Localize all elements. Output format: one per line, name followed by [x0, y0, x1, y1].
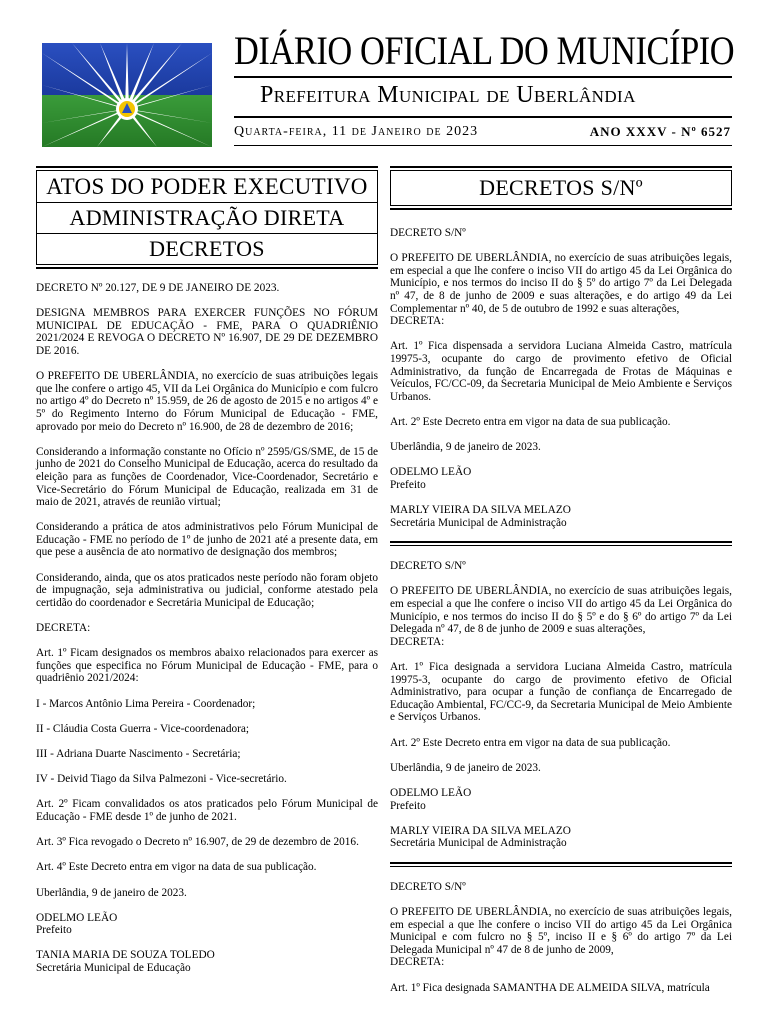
divider [390, 208, 732, 210]
decree-preamble: O PREFEITO DE UBERLÂNDIA, no exercício de suas atribuições legais, em especial a que lhe confere o inciso VII do artigo 45 da Lei Orgânica do Município, e nos termos do inciso II do § 5º do artigo 7º da Lei Delegada nº 47, de 8 de junho de 2009 e suas alterações, e do artigo 49 da Lei Complementar nº 40, de 5 de outubro de 1992 e suas alterações, [390, 252, 732, 315]
decree-title: DECRETO S/Nº [390, 560, 466, 573]
issue-date: Quarta-feira, 11 de Janeiro de 2023 [234, 124, 479, 139]
divider [390, 166, 732, 168]
decree-separator [390, 862, 732, 867]
section-heading-box [390, 171, 732, 206]
decree-decreta: DECRETA: [390, 956, 445, 969]
decree-title: DECRETO S/Nº [390, 880, 466, 893]
decree-sn-1 [390, 227, 732, 529]
journal-subtitle: Prefeitura Municipal de Uberlândia [260, 82, 636, 108]
signature-role: Secretária Municipal de Administração [390, 516, 567, 529]
member-coordinator: I - Marcos Antônio Lima Pereira - Coordenador; [36, 697, 256, 710]
decree-place-date: Uberlândia, 9 de janeiro de 2023. [36, 886, 187, 899]
section-heading-box [36, 171, 378, 265]
signature-name: ODELMO LEÃO [390, 786, 472, 799]
decree-article-2: Art. 2º Este Decreto entra em vigor na data de sua publicação. [390, 736, 671, 749]
decree-article-4: Art. 4º Este Decreto entra em vigor na data de sua publicação. [36, 861, 317, 874]
decree-ementa: DESIGNA MEMBROS PARA EXERCER FUNÇÕES NO FÓRUM MUNICIPAL DE EDUCAÇÃO - FME, PARA O QUADRIÊNIO 2021/2024 E REVOGA O DECRETO Nº 16.907, DE 29 DE DEZEMBRO DE 2016. [36, 307, 378, 357]
divider [234, 116, 732, 118]
decree-article-1: Art. 1º Fica dispensada a servidora Luciana Almeida Castro, matrícula 19975-3, ocupante do cargo de provimento efetivo de Oficial Administrativo, da função de Encarregada de Frotas de Máquinas e Veículos, FC/CC-09, da Secretaria Municipal de Meio Ambiente e Serviços Urbanos. [390, 340, 732, 403]
right-column [390, 166, 732, 994]
member-vice-coordinator: II - Cláudia Costa Guerra - Vice-coordenadora; [36, 722, 250, 735]
signature-name: MARLY VIEIRA DA SILVA MELAZO [390, 824, 571, 837]
decree-sn-3 [390, 881, 732, 994]
signature-role: Prefeito [390, 799, 426, 812]
issue-edition: ANO XXXV - Nº 6527 [589, 124, 731, 139]
decree-sn-2 [390, 560, 732, 850]
decree-separator [390, 541, 732, 546]
decree-title: DECRETO S/Nº [390, 227, 466, 239]
uberlandia-flag-icon [42, 43, 212, 147]
section-heading-decrees: DECRETOS [37, 233, 377, 264]
decree-decreta: DECRETA: [36, 622, 91, 635]
decree-20127 [36, 282, 378, 975]
member-vice-secretary: IV - Deivid Tiago da Silva Palmezoni - Vice-secretário. [36, 773, 287, 786]
decree-place-date: Uberlândia, 9 de janeiro de 2023. [390, 761, 541, 774]
signature-name: TANIA MARIA DE SOUZA TOLEDO [36, 949, 215, 962]
decree-considering-1: Considerando a informação constante no Ofício nº 2595/GS/SME, de 15 de junho de 2021 do Conselho Municipal de Educação, acerca do resultado da eleição para as funções de Coordenador, Vice-Coordenador, Secretário e Vice-Secretário do Fórum Municipal de Educação, realizada em 31 de maio de 2021, através de reunião virtual; [36, 445, 378, 509]
divider [234, 76, 732, 78]
signature-role: Prefeito [390, 478, 426, 491]
decree-decreta: DECRETA: [390, 635, 445, 648]
member-secretary: III - Adriana Duarte Nascimento - Secretária; [36, 747, 241, 760]
signature-name: MARLY VIEIRA DA SILVA MELAZO [390, 504, 571, 517]
decree-place-date: Uberlândia, 9 de janeiro de 2023. [390, 441, 541, 454]
decree-article-1: Art. 1º Fica designada a servidora Luciana Almeida Castro, matrícula 19975-3, ocupante do cargo de provimento efetivo de Oficial Administrativo, para ocupar a função de confiança de Encarregado de Educação Ambiental, FC/CC-9, da Secretaria Municipal de Meio Ambiente e Serviços Urbanos. [390, 661, 732, 724]
decree-article-1: Art. 1º Ficam designados os membros abaixo relacionados para exercer as funções que especifica no Fórum Municipal de Educação - FME, para o quadriênio 2021/2024: [36, 647, 378, 685]
decree-article-2: Art. 2º Ficam convalidados os atos praticados pelo Fórum Municipal de Educação - FME desde 1º de junho de 2021. [36, 798, 378, 823]
decree-article-2: Art. 2º Este Decreto entra em vigor na data de sua publicação. [390, 415, 671, 428]
decree-title: DECRETO Nº 20.127, DE 9 DE JANEIRO DE 2023. [36, 282, 280, 294]
signature-role: Secretária Municipal de Educação [36, 962, 191, 975]
signature-role: Secretária Municipal de Administração [390, 837, 567, 850]
decree-article-3: Art. 3º Fica revogado o Decreto nº 16.907, de 29 de dezembro de 2016. [36, 836, 359, 849]
divider [234, 145, 732, 146]
decree-considering-2: Considerando a prática de atos administrativos pelo Fórum Municipal de Educação - FME no período de 1º de junho de 2021 até a presente data, em que pese a ausência de ato normativo de designação dos membros; [36, 521, 378, 559]
signature-name: ODELMO LEÃO [390, 466, 472, 479]
decree-preamble: O PREFEITO DE UBERLÂNDIA, no exercício de suas atribuições legais, em especial a que lhe confere o inciso VII do artigo 45 da Lei Orgânica Municipal e com fulcro no § 5º, inciso II e § 6º do artigo 7º da Lei Delegada Municipal nº 47 de 8 de junho de 2009, [390, 906, 732, 956]
divider [36, 267, 378, 269]
signature-role: Prefeito [36, 924, 72, 937]
decree-considering-3: Considerando, ainda, que os atos praticados neste período não foram objeto de impugnação, seja administrativa ou judicial, conforme atestado pela certidão do coordenador e Secretária Municipal de Educação; [36, 571, 378, 609]
decree-decreta: DECRETA: [390, 315, 445, 328]
decree-article-1: Art. 1º Fica designada SAMANTHA DE ALMEIDA SILVA, matrícula [390, 981, 710, 994]
decree-preamble: O PREFEITO DE UBERLÂNDIA, no exercício de suas atribuições legais que lhe confere o artigo 45, VII da Lei Orgânica do Município e com fulcro no artigo 4º do Decreto nº 15.959, de 26 de agosto de 2015 e no artigos 4º e 5º do Regimento Interno do Fórum Municipal de Educação - FME, aprovado por meio do Decreto nº 16.900, de 28 de dezembro de 2016; [36, 370, 378, 433]
left-column [36, 166, 378, 975]
section-heading-executive: ATOS DO PODER EXECUTIVO [46, 174, 368, 199]
divider [36, 166, 378, 168]
journal-title: DIÁRIO OFICIAL DO MUNICÍPIO [234, 28, 735, 73]
decree-preamble: O PREFEITO DE UBERLÂNDIA, no exercício de suas atribuições legais, em especial a que lhe confere o inciso VII do artigo 45 da Lei Orgânica do Município, e nos termos do inciso II do § 5º e do § 6º do artigo 7º da Lei Delegada nº 47, de 8 de junho de 2009 e suas alterações, [390, 585, 732, 636]
section-heading-administration: ADMINISTRAÇÃO DIRETA [37, 202, 377, 233]
signature-name: ODELMO LEÃO [36, 911, 118, 924]
section-heading-decrees-sn: DECRETOS S/Nº [479, 175, 643, 200]
